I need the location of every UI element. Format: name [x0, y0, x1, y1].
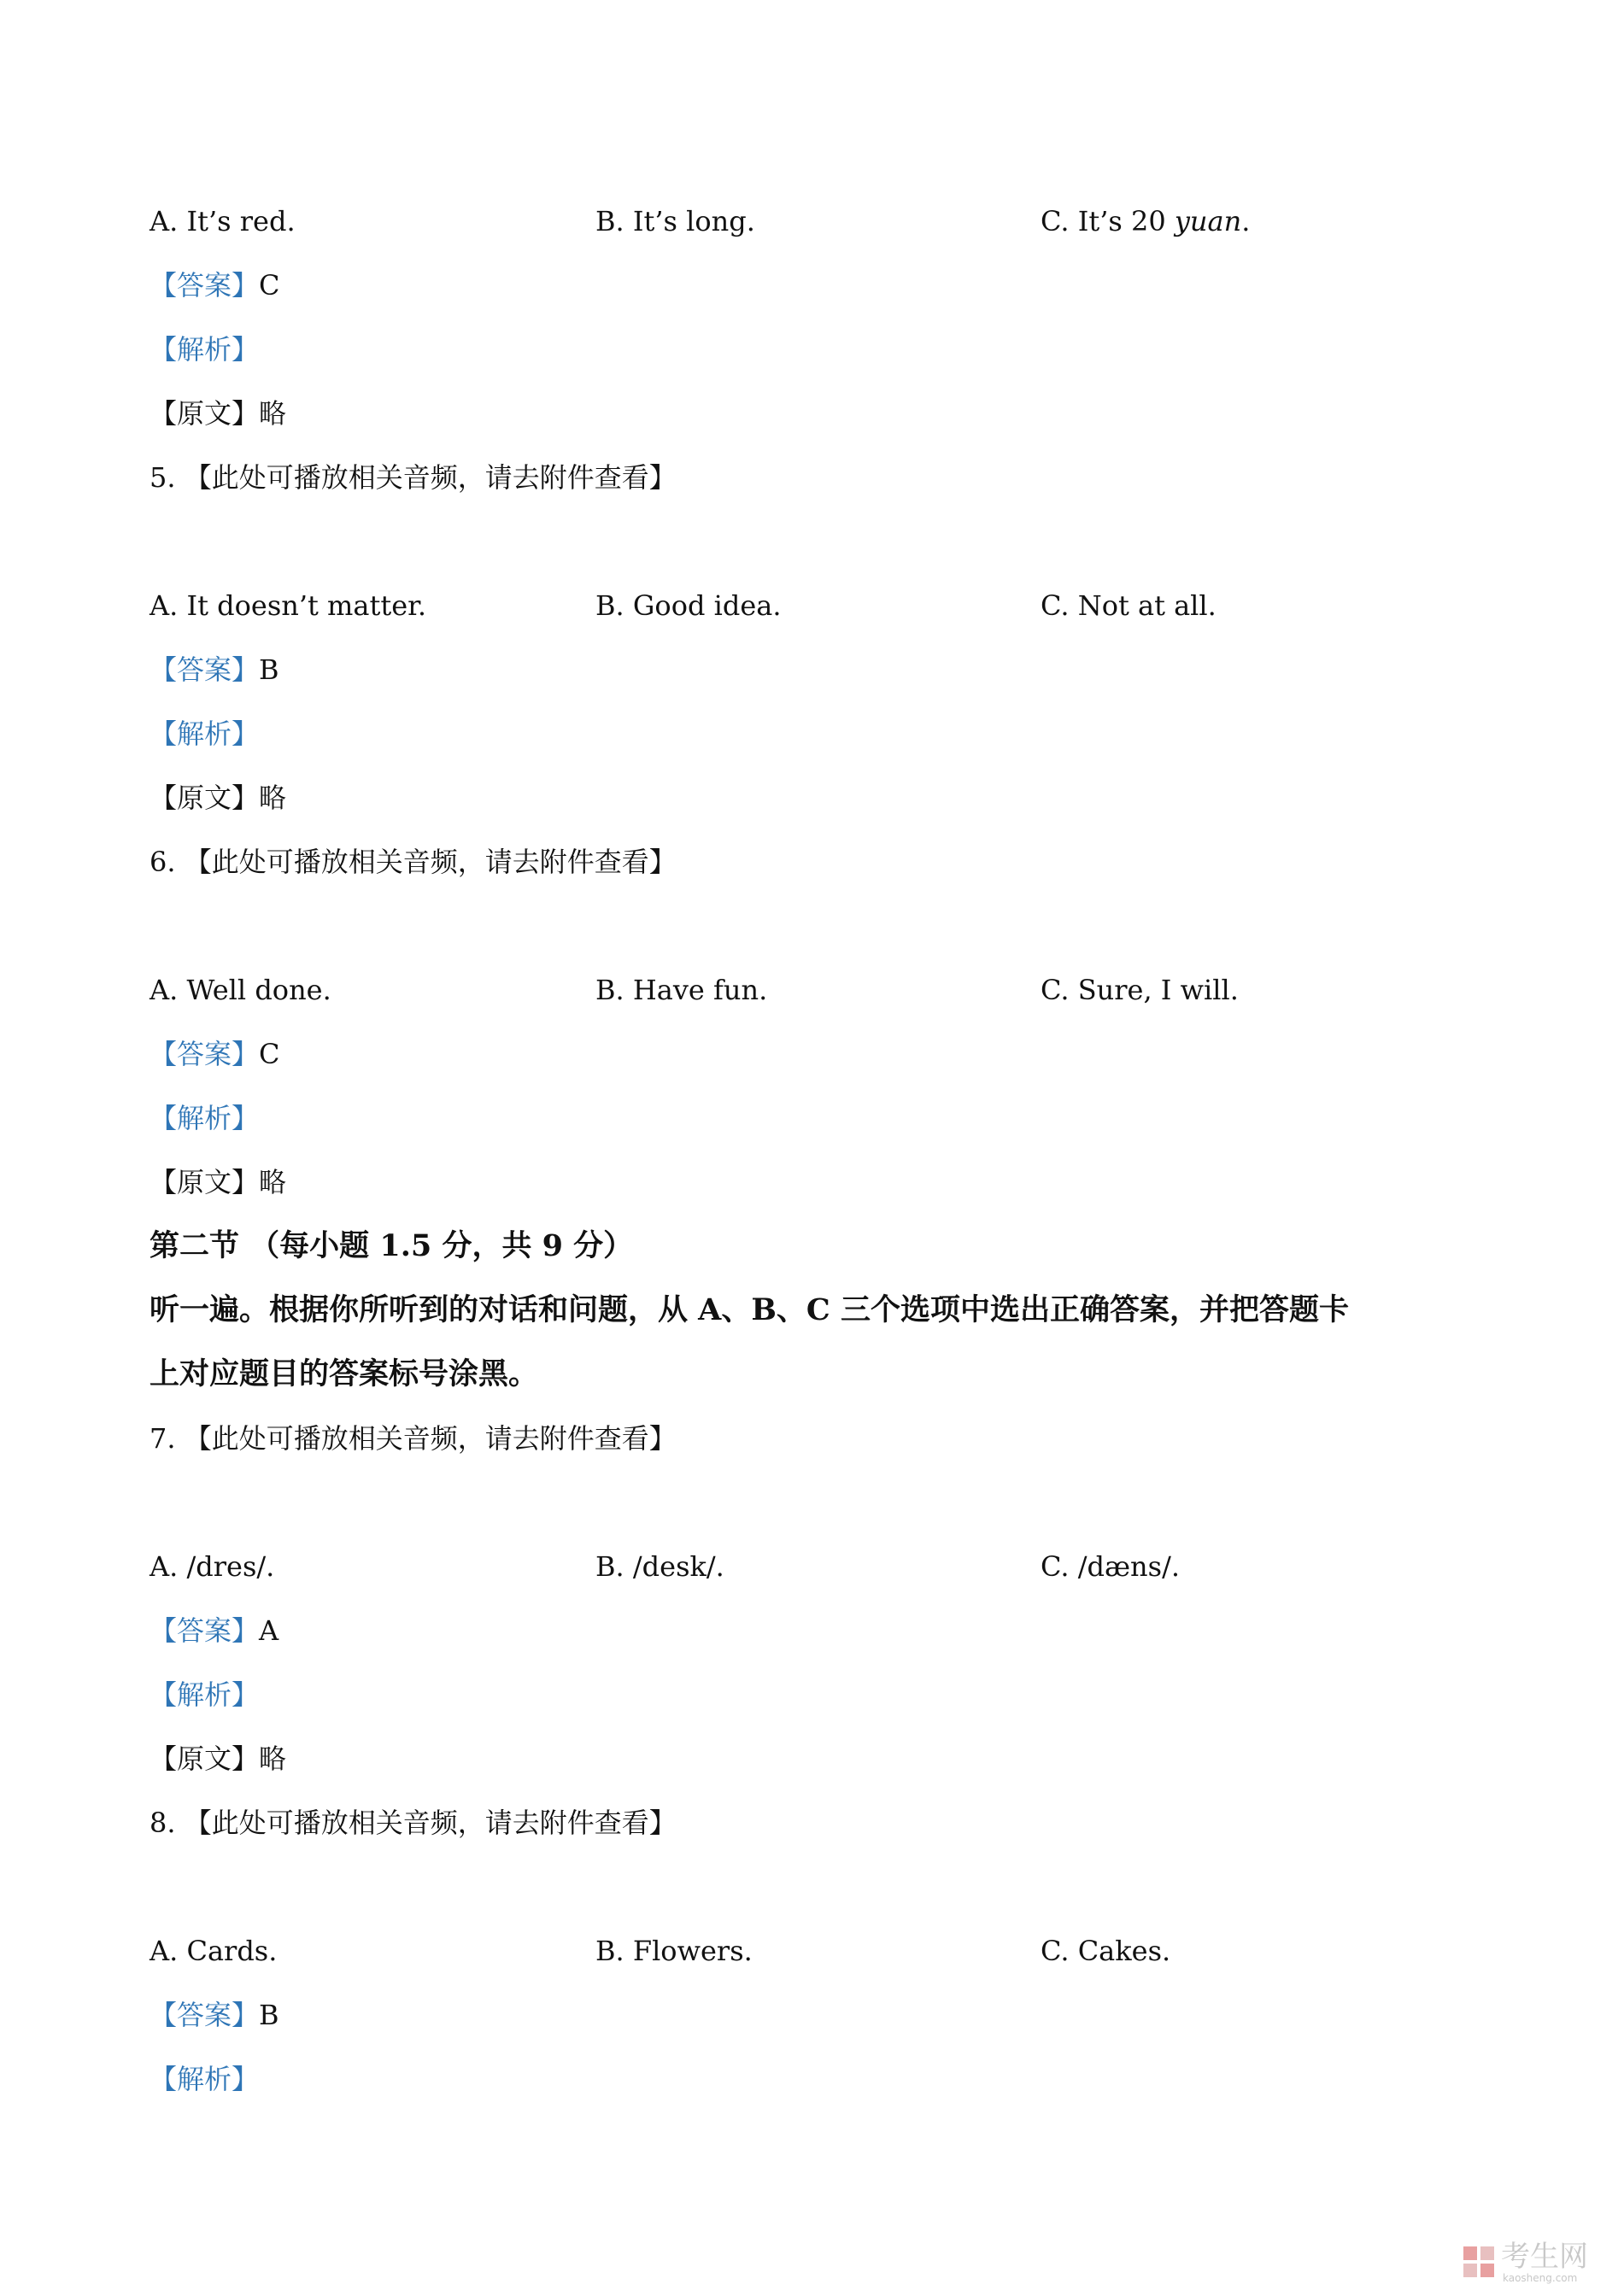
section-instruction-line2: 上对应题目的答案标号涂黑。 — [150, 1356, 539, 1391]
answer-label: 【答案】 — [150, 1999, 260, 2031]
transcript-label: 【原文】 — [150, 1742, 260, 1775]
analysis-label: 【解析】 — [150, 1678, 260, 1711]
answer-value: C — [259, 269, 280, 302]
analysis-label: 【解析】 — [150, 1102, 260, 1134]
q5-answer — [150, 648, 279, 691]
transcript-label: 【原文】 — [150, 782, 260, 814]
q8-analysis — [150, 2058, 259, 2100]
q4-analysis — [150, 328, 259, 371]
answer-label: 【答案】 — [150, 269, 260, 302]
q5-option-c: C. Not at all. — [1041, 589, 1217, 622]
answer-label: 【答案】 — [150, 1614, 260, 1647]
q5-option-a: A. It doesn’t matter. — [150, 589, 427, 622]
transcript-label: 【原文】 — [150, 1166, 260, 1198]
transcript-value: 略 — [259, 782, 287, 814]
answer-value: C — [259, 1038, 280, 1070]
q5-analysis — [150, 712, 259, 755]
q8-option-b: B. Flowers. — [595, 1935, 753, 1967]
section-heading: 第二节 （每小题 1.5 分，共 9 分） — [150, 1228, 634, 1263]
q7-prompt: 7. 【此处可播放相关音频，请去附件查看】 — [150, 1422, 677, 1455]
analysis-label: 【解析】 — [150, 2063, 260, 2095]
q7-option-b: B. /desk/. — [595, 1550, 724, 1583]
analysis-label: 【解析】 — [150, 718, 260, 750]
watermark — [1462, 2240, 1607, 2287]
q4-answer — [150, 264, 280, 307]
q6-option-a: A. Well done. — [150, 974, 331, 1006]
q8-option-c: C. Cakes. — [1041, 1935, 1171, 1967]
q6-option-c: C. Sure, I will. — [1041, 974, 1239, 1006]
analysis-label: 【解析】 — [150, 333, 260, 366]
q6-option-b: B. Have fun. — [595, 974, 768, 1006]
answer-value: B — [259, 653, 279, 686]
q5-prompt: 5. 【此处可播放相关音频，请去附件查看】 — [150, 461, 677, 494]
q8-answer — [150, 1994, 279, 2036]
q7-option-c: C. /dæns/. — [1041, 1550, 1181, 1583]
transcript-value: 略 — [259, 397, 287, 430]
answer-value: B — [259, 1999, 279, 2031]
answer-label: 【答案】 — [150, 653, 260, 686]
transcript-label: 【原文】 — [150, 397, 260, 430]
q7-analysis — [150, 1673, 259, 1716]
transcript-value: 略 — [259, 1166, 287, 1198]
watermark-subtext: kaosheng.com — [1503, 2272, 1578, 2284]
q5-option-b: B. Good idea. — [595, 589, 782, 622]
answer-value: A — [259, 1614, 279, 1647]
q6-transcript — [150, 1161, 286, 1204]
q6-prompt: 6. 【此处可播放相关音频，请去附件查看】 — [150, 846, 677, 878]
transcript-value: 略 — [259, 1742, 287, 1775]
q5-transcript — [150, 776, 286, 819]
q7-answer — [150, 1609, 278, 1652]
section-instruction-line1: 听一遍。根据你所听到的对话和问题，从 A、B、C 三个选项中选出正确答案，并把答题卡 — [150, 1292, 1349, 1327]
answer-label: 【答案】 — [150, 1038, 260, 1070]
q7-option-a: A. /dres/. — [150, 1550, 275, 1583]
q4-transcript — [150, 392, 286, 435]
q7-transcript — [150, 1737, 286, 1780]
q8-option-a: A. Cards. — [150, 1935, 278, 1967]
watermark-text: 考生网 — [1501, 2240, 1588, 2274]
q4-option-b: B. It’s long. — [595, 205, 755, 237]
watermark-logo-icon — [1462, 2245, 1496, 2279]
q6-analysis — [150, 1097, 259, 1139]
q6-answer — [150, 1033, 280, 1075]
q4-option-a: A. It’s red. — [150, 205, 296, 237]
q8-prompt: 8. 【此处可播放相关音频，请去附件查看】 — [150, 1807, 677, 1839]
q4-option-c: C. It’s 20 yuan. — [1041, 205, 1251, 237]
